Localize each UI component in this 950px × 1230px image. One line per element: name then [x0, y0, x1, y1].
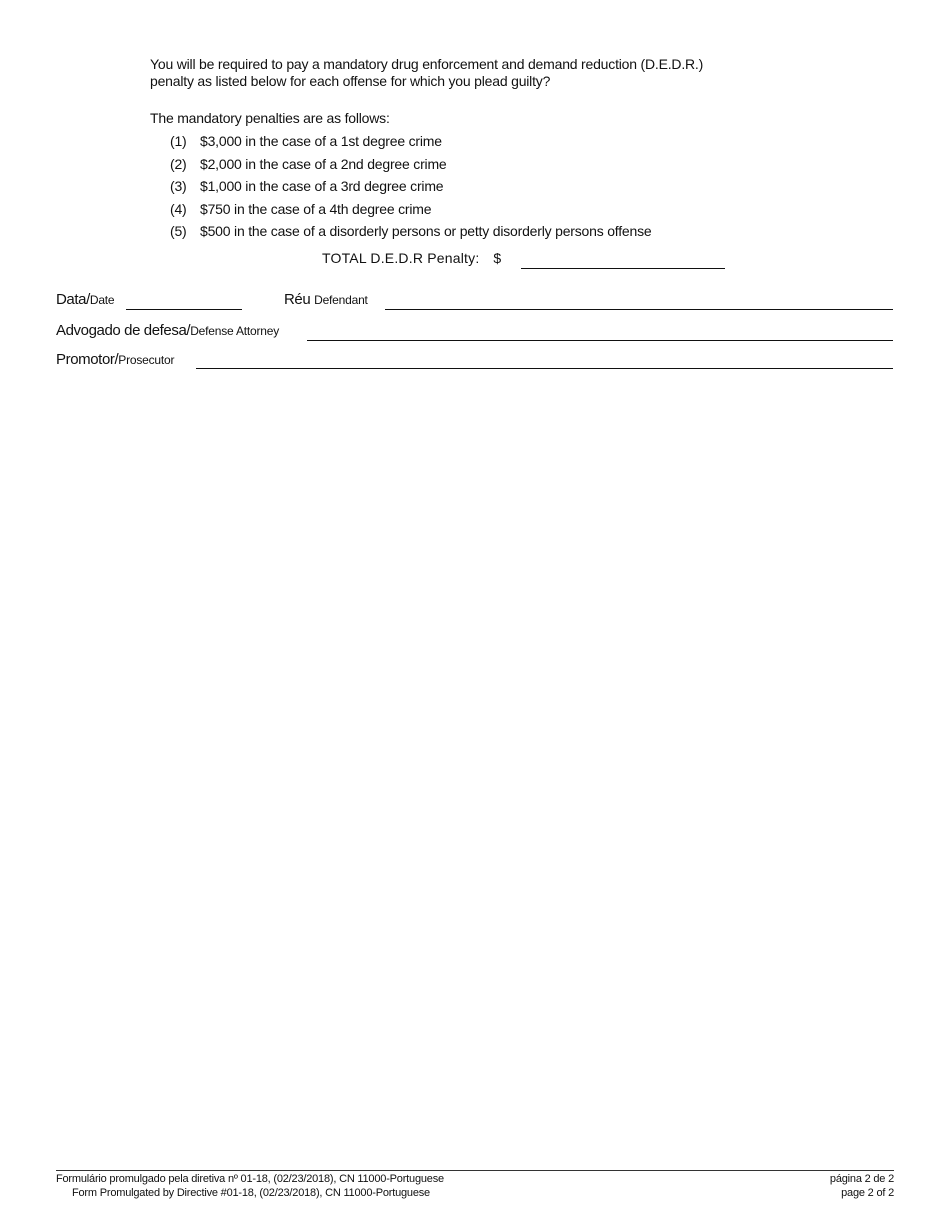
page-number-pt: página 2 de 2 — [829, 1173, 894, 1185]
penalty-item — [170, 200, 651, 223]
defense-attorney-label: Advogado de defesa/Defense Attorney — [56, 322, 280, 339]
penalty-text: $3,000 in the case of a 1st degree crime — [200, 133, 442, 149]
defendant-signature-field[interactable] — [385, 309, 893, 310]
penalty-item — [170, 132, 651, 155]
dedr-question-line-2: penalty as listed below for each offense for which you plead guilty? — [150, 73, 551, 89]
penalty-number: (4) — [170, 200, 187, 217]
total-penalty-field[interactable] — [521, 268, 725, 269]
page-number-en: page 2 of 2 — [841, 1187, 894, 1199]
penalty-text: $1,000 in the case of a 3rd degree crime — [200, 178, 444, 194]
defendant-label: Réu Defendant — [284, 291, 368, 308]
total-penalty-row — [322, 250, 501, 266]
total-penalty-label: TOTAL D.E.D.R Penalty: — [322, 250, 480, 266]
prosecutor-signature-field[interactable] — [196, 368, 893, 369]
penalty-item — [170, 155, 651, 178]
footer-divider — [56, 1170, 894, 1171]
dedr-question — [150, 56, 770, 90]
penalty-number: (5) — [170, 223, 187, 239]
footer-page-number — [830, 1172, 894, 1200]
total-penalty-currency: $ — [493, 250, 502, 266]
defense-attorney-signature-field[interactable] — [307, 340, 893, 341]
penalty-item — [170, 222, 651, 245]
dedr-question-line-1: You will be required to pay a mandatory drug enforcement and demand reduction (D.E.D.R.) — [150, 56, 704, 72]
date-field[interactable] — [126, 309, 242, 310]
footer-form-pt: Formulário promulgado pela diretiva nº 01-18, (02/23/2018), CN 11000-Portuguese — [56, 1173, 444, 1185]
penalty-list — [170, 132, 651, 245]
footer-form-en: Form Promulgated by Directive #01-18, (02/23/2018), CN 11000-Portuguese — [72, 1187, 430, 1199]
penalties-heading: The mandatory penalties are as follows: — [150, 110, 390, 126]
penalty-text: $750 in the case of a 4th degree crime — [200, 200, 432, 217]
penalty-number: (1) — [170, 133, 187, 149]
prosecutor-label: Promotor/Prosecutor — [56, 351, 175, 368]
penalty-text: $500 in the case of a disorderly persons or petty disorderly persons offense — [200, 223, 652, 239]
footer-form-info — [56, 1172, 444, 1200]
penalty-number: (3) — [170, 178, 187, 194]
penalty-text: $2,000 in the case of a 2nd degree crime — [200, 155, 447, 172]
date-label: Data/Date — [56, 291, 115, 308]
penalty-number: (2) — [170, 155, 187, 172]
penalty-item — [170, 177, 651, 200]
